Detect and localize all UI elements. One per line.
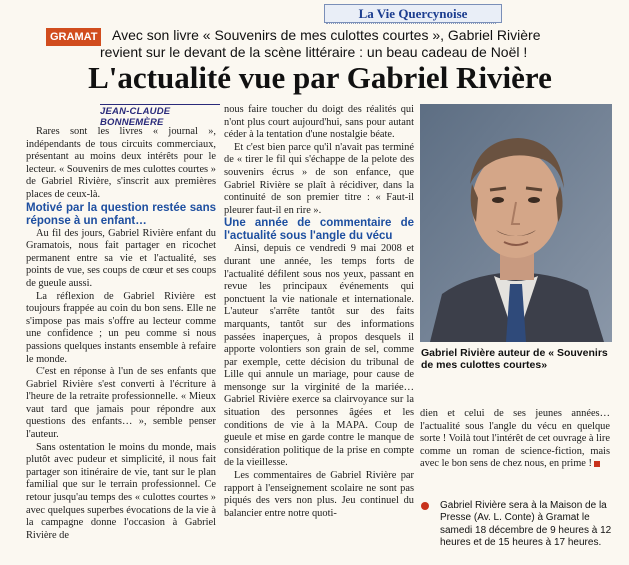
paragraph: Sans ostentation le moins du monde, mais plutôt avec pudeur et simplicité, il nous fait partager son itinéraire de vie, tant sur le plan familial que sur le terrain professionnel. Ce retour jusqu'au temps des « culottes courtes » avec quelques superbes évocations de la vie à la campagne donne l'occasion à Gabriel Rivière de	[26, 441, 216, 541]
paragraph: Au fil des jours, Gabriel Rivière enfant du Gramatois, nous fait partager en ricochet permanent entre sa vie et l'actualité, ses points de vue, ses coups de cœur et ses coups de gueule aussi.	[26, 227, 216, 289]
end-mark-icon	[594, 461, 600, 467]
paragraph: Ainsi, depuis ce vendredi 9 mai 2008 et durant une année, les temps forts de l'actualité défilent sous nos yeux, passant en revue les principaux événements qui ponctuent la vie nationale et internationale. L'auteur s'arrête tantôt sur des faits marquants, tantôt sur des informations passées inaperçues, à propos desquels il apporte volontiers son grain de sel, comme par exemple, cette décision du tribunal de Lille qui annule un mariage, pour cause de mensonge sur la virginité de la mariée… Gabriel Rivière exerce sa clairvoyance sur la situation des personnes âgées et les conditions de vie à la MAPA. Coup de gueule et mise en garde contre le manque de considération politique de la prise en compte de la vieillesse.	[224, 243, 414, 469]
paragraph-text: dien et celui de ses jeunes années… l'actualité sous l'angle du vécu en quelque sorte ! Voilà tout l'intérêt de cet ouvrage à lire comme un roman de science-fiction, mais avec le bon sens de chez nous, en prime !	[420, 408, 610, 470]
author-portrait-photo	[420, 104, 612, 342]
paragraph	[420, 408, 610, 471]
portrait-illustration	[420, 104, 612, 342]
info-bullet-icon	[421, 502, 429, 510]
subheadline-line-1: Avec son livre « Souvenirs de mes culottes courtes », Gabriel Rivière	[112, 27, 541, 43]
subheadline-line-2: revient sur le devant de la scène littéraire : un beau cadeau de Noël !	[100, 44, 528, 60]
paragraph: Rares sont les livres « journal », indépendants de tous circuits commerciaux, présentant au moins deux intérêts pour le lecteur. « Souvenirs de mes culottes courtes » de Gabriel Rivière, s'inscrit aux premières places de ceux-là.	[26, 126, 216, 200]
paragraph: C'est en réponse à l'un de ses enfants que Gabriel Rivière s'est converti à l'écriture à l'heure de la retraite professionnelle. « Mieux vaut tard que jamais pour répondre aux questions des enfants… », semble penser l'auteur.	[26, 366, 216, 441]
headline: L'actualité vue par Gabriel Rivière	[88, 60, 552, 95]
intertitle: Une année de commentaire de l'actualité sous l'angle du vécu	[224, 217, 414, 243]
article-column-1	[26, 126, 216, 542]
byline: JEAN-CLAUDE BONNEMÈRE	[100, 104, 220, 128]
article-column-2	[224, 104, 414, 520]
paragraph: Et c'est bien parce qu'il n'avait pas terminé de « tirer le fil qui s'échappe de la pelote des souvenirs écrus » de son enfance, que Gabriel Rivière se plaît à récidiver, dans la continuité de son premier titre : « Faut-il pleurer faut-il en rire ».	[224, 141, 414, 216]
photo-caption: Gabriel Rivière auteur de « Souvenirs de mes culottes courtes»	[421, 347, 608, 371]
intertitle: Motivé par la question restée sans réponse à un enfant…	[26, 201, 216, 227]
article-column-3	[420, 408, 610, 471]
event-info: Gabriel Rivière sera à la Maison de la Presse (Av. L. Conte) à Gramat le samedi 18 décembre de 9 heures à 12 heures et de 15 heures à 17 heures.	[440, 500, 612, 548]
paragraph: nous faire toucher du doigt des réalités qui n'ont plus court aujourd'hui, sans pour autant céder à la tentation d'une nostalgie béate.	[224, 104, 414, 141]
paragraph: La réflexion de Gabriel Rivière est toujours frappée au coin du bon sens. Elle ne s'impose pas mais s'offre au lecteur comme une confidence ; un peu comme si nous passions quelques instants ensemble à refaire le monde.	[26, 290, 216, 365]
paragraph: Les commentaires de Gabriel Rivière par rapport à l'enseignement scolaire ne sont pas piqués des vers non plus. Jeu continuel du balancier entre notre quoti-	[224, 470, 414, 519]
newspaper-masthead: La Vie Quercynoise	[324, 4, 502, 23]
location-kicker: GRAMAT	[46, 28, 101, 46]
